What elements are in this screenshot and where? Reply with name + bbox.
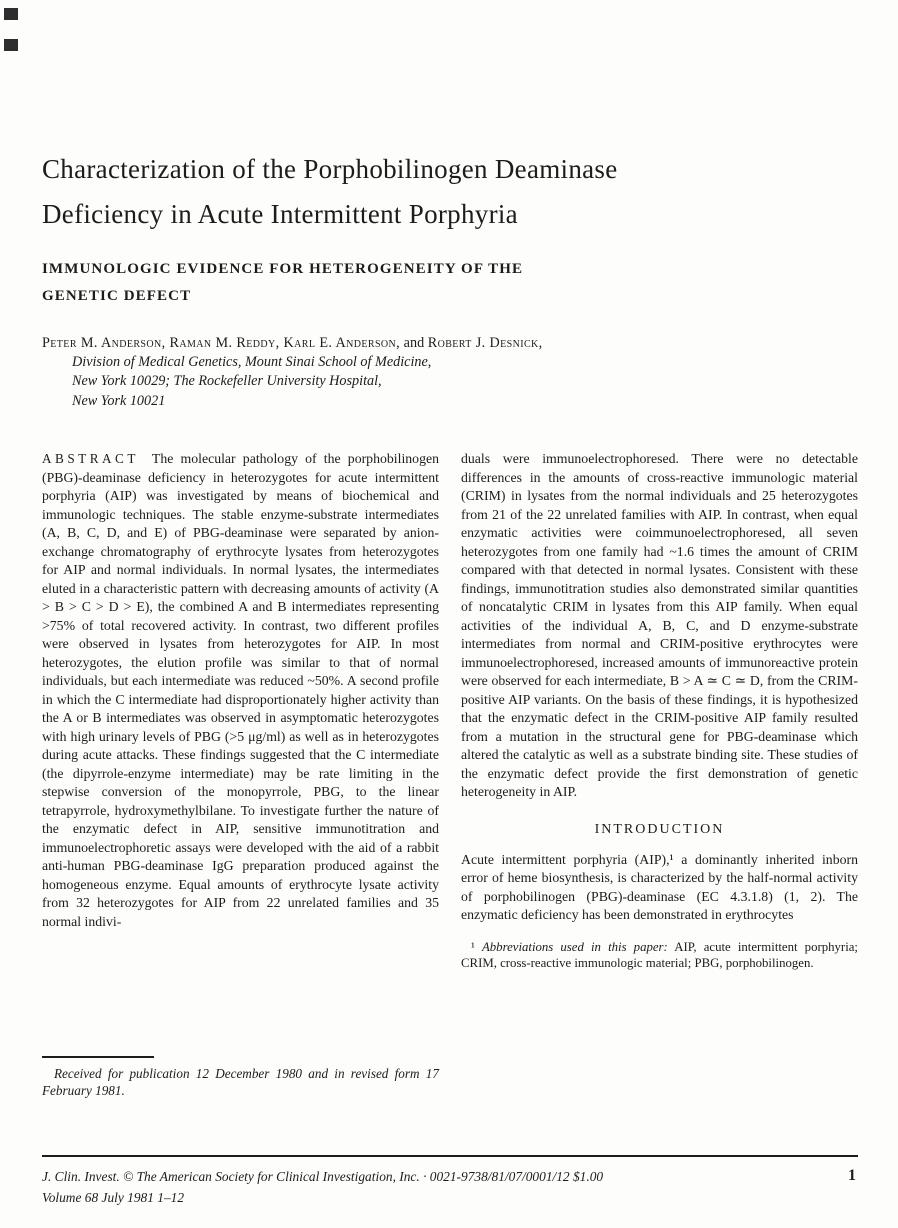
abstract-paragraph <box>42 450 439 931</box>
article-title-line2: Deficiency in Acute Intermittent Porphyria <box>42 199 518 229</box>
abbreviations-footnote <box>461 939 858 972</box>
abbreviations-footnote-text: AIP, acute intermittent porphyria; CRIM, cross-reactive immunologic material; PBG, porphobilinogen. <box>461 939 858 971</box>
footer-volume-line: Volume 68 July 1981 1–12 <box>42 1190 185 1205</box>
abstract-label: ABSTRACT <box>42 451 139 466</box>
author-connector: and <box>400 335 428 351</box>
affiliation-line1: Division of Medical Genetics, Mount Sinai School of Medicine, <box>72 354 432 371</box>
article-title-line1: Characterization of the Porphobilinogen Deaminase <box>42 154 618 184</box>
footnote-separator-rule <box>42 1056 154 1058</box>
journal-footer <box>42 1155 858 1208</box>
abbreviations-footnote-title: Abbreviations used in this paper: <box>481 939 668 954</box>
affiliation-line2: New York 10029; The Rockefeller University Hospital, <box>72 373 382 390</box>
scan-artifact-mark <box>4 39 18 51</box>
affiliation-line3: New York 10021 <box>72 392 166 409</box>
article-subtitle-line1: IMMUNOLOGIC EVIDENCE FOR HETEROGENEITY OF THE <box>42 261 524 277</box>
left-column <box>42 450 439 1156</box>
author-names-part2: Robert J. Desnick, <box>427 335 543 351</box>
two-column-body <box>42 450 858 1156</box>
article-subtitle <box>42 256 762 310</box>
introduction-paragraph: Acute intermittent porphyria (AIP),¹ a dominantly inherited inborn error of heme biosynthesis, is characterized by the half-normal activity of porphobilinogen (PBG)-deaminase (EC 4.3.1.8) (1, 2). The enzymatic deficiency has been demonstrated in erythrocytes <box>461 851 858 922</box>
page-number: 1 <box>848 1167 856 1184</box>
article-subtitle-line2: GENETIC DEFECT <box>42 288 192 304</box>
footer-citation-line: J. Clin. Invest. © The American Society for Clinical Investigation, Inc. · 0021-9738/81/07/0001/12 $1.00 <box>42 1169 604 1184</box>
received-footnote-text: Received for publication 12 December 1980 and in revised form 17 February 1981. <box>42 1065 439 1099</box>
author-names-part1: Peter M. Anderson, Raman M. Reddy, Karl E. Anderson, <box>42 335 401 351</box>
author-names <box>42 334 832 353</box>
abbreviations-footnote-marker: ¹ <box>471 939 482 954</box>
right-column <box>461 450 858 1156</box>
abstract-left-text: The molecular pathology of the porphobilinogen (PBG)-deaminase deficiency in heterozygotes for acute intermittent porphyria (AIP) was investigated by means of biochemical and immunologic techniques. The stable enzyme-substrate intermediates (A, B, C, D, and E) of PBG-deaminase were separated by anion-exchange chromatography of erythrocyte lysates from heterozygotes for AIP and normal individuals. In normal lysates, the intermediates eluted in a characteristic pattern with decreasing amounts of activity (A > B > C > D > E), the combined A and B intermediates representing >75% of total recovered activity. In contrast, two different profiles were observed in lysates from heterozygotes for AIP. In most heterozygotes, the elution profile was similar to that of normal individuals, but each intermediate was reduced ~50%. A second profile in which the C intermediate had disproportionately higher activity than the A or B intermediates was observed in asymptomatic heterozygotes with high urinary levels of PBG (>5 μg/ml) as well as in heterozygotes during acute attacks. These findings suggested that the C intermediate (the dipyrrole-enzyme intermediate) may be rate limiting in the stepwise conversion of the monopyrrole, PBG, to the linear tetrapyrrole, hydroxymethylbilane. To investigate further the nature of the enzymatic defect in AIP, sensitive immunotitration and immunoelectrophoretic assays were developed with the aid of a rabbit anti-human PBG-deaminase IgG preparation produced against the homogeneous enzyme. Equal amounts of erythrocyte lysate activity from 32 heterozygotes for AIP from 22 unrelated families and 35 normal indivi- <box>42 451 439 929</box>
introduction-heading: INTRODUCTION <box>594 821 725 837</box>
scan-artifact-mark <box>4 8 18 20</box>
author-block <box>42 334 832 411</box>
article-title <box>42 147 854 237</box>
abstract-right-text: duals were immunoelectrophoresed. There were no detectable differences in the amounts of cross-reactive immunologic material (CRIM) in lysates from the normal individuals and 25 heterozygotes from 21 of the 22 unrelated families with AIP. In contrast, when equal enzymatic activities were coimmunoelectrophoresed, all seven heterozygotes from one family had ~1.6 times the amount of CRIM compared with that detected in normal lysates. Consistent with these findings, immunotitration studies also demonstrated similar quantities of noncatalytic CRIM in lysates from this AIP family. When equal activities of the individual A, B, C, and D enzyme-substrate intermediates from normal and CRIM-positive erythrocytes were immunoelectrophoresed, increased amounts of immunoreactive protein were observed for each intermediate, B > A ≃ C ≃ D, from the CRIM-positive AIP variants. On the basis of these findings, it is hypothesized that the enzymatic defect in the CRIM-positive AIP family resulted from a mutation in the structural gene for PBG-deaminase which altered the catalytic as well as a substrate binding site. These studies of the enzymatic defect provide the first demonstration of genetic heterogeneity in AIP. <box>461 451 858 799</box>
received-footnote <box>42 1056 439 1100</box>
